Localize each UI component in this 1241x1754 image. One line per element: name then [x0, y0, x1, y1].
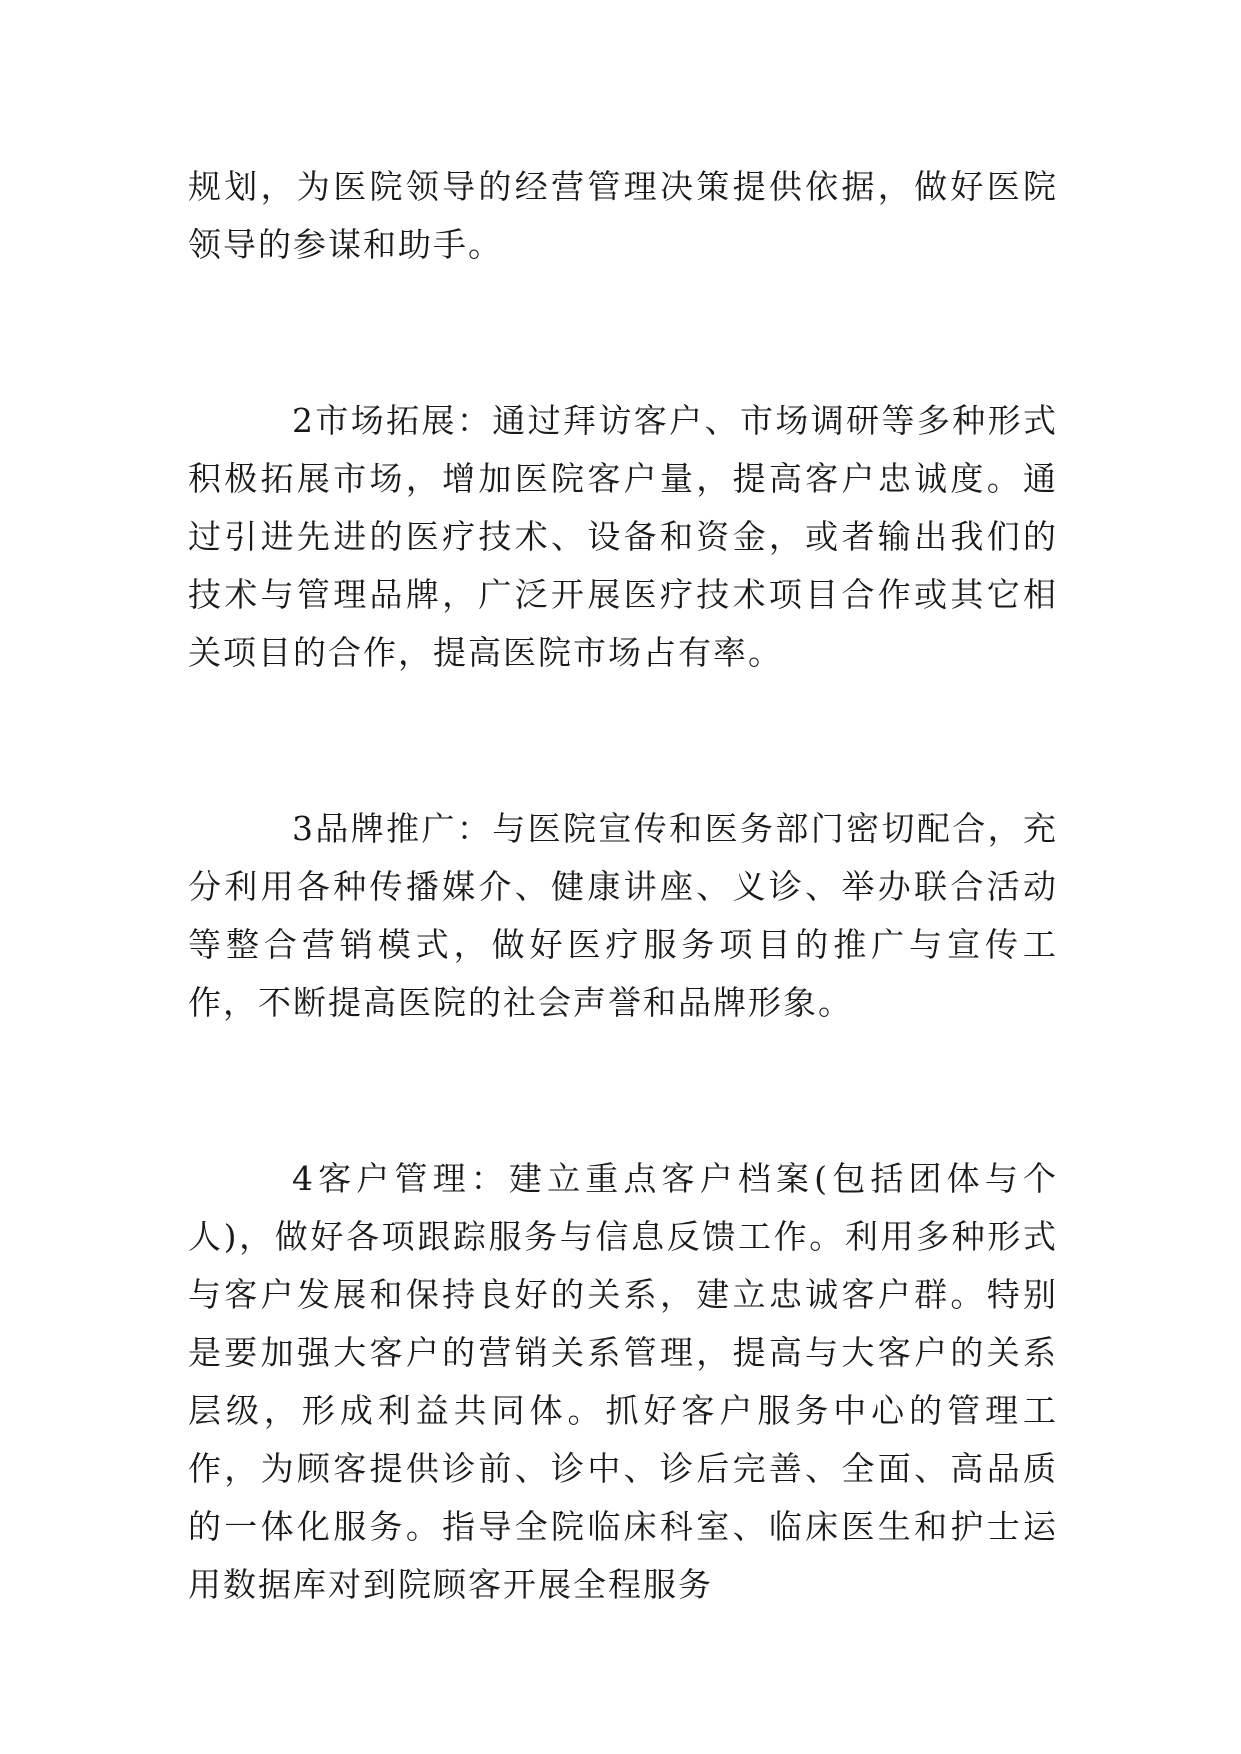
paragraph-brand-promotion: 3品牌推广：与医院宣传和医务部门密切配合，充分利用各种传播媒介、健康讲座、义诊、举办联合活动等整合营销模式，做好医疗服务项目的推广与宣传工作，不断提高医院的社会声誉和品牌形象。 — [188, 809, 1058, 1022]
paragraph-market-expansion: 2市场拓展：通过拜访客户、市场调研等多种形式积极拓展市场，增加医院客户量，提高客户忠诚度。通过引进先进的医疗技术、设备和资金，或者输出我们的技术与管理品牌，广泛开展医疗技术项目合作或其它相关项目的合作，提高医院市场占有率。 — [188, 401, 1058, 672]
paragraph-continuation: 规划，为医院领导的经营管理决策提供依据，做好医院领导的参谋和助手。 — [188, 167, 1058, 264]
paragraph-customer-management: 4客户管理：建立重点客户档案(包括团体与个人)，做好各项跟踪服务与信息反馈工作。利用多种形式与客户发展和保持良好的关系，建立忠诚客户群。特别是要加强大客户的营销关系管理，提高与大客户的关系层级，形成利益共同体。抓好客户服务中心的管理工作，为顾客提供诊前、诊中、诊后完善、全面、高品质的一体化服务。指导全院临床科室、临床医生和护士运用数据库对到院顾客开展全程服务 — [188, 1159, 1058, 1604]
